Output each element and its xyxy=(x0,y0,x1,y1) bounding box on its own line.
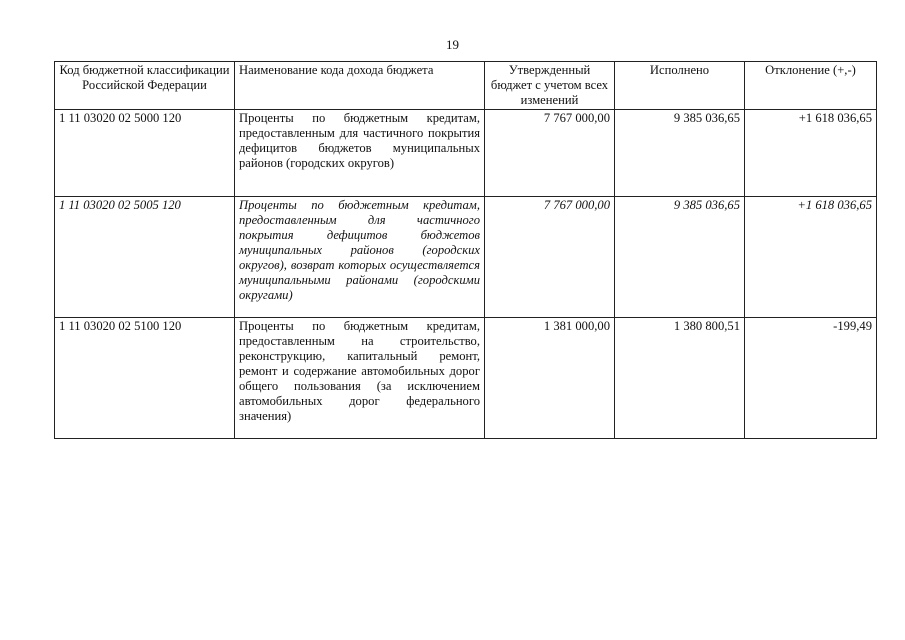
row-code: 1 11 03020 02 5000 120 xyxy=(55,110,235,197)
row-executed: 1 380 800,51 xyxy=(615,318,745,439)
header-approved: Утвержденный бюджет с учетом всех изменений xyxy=(485,62,615,110)
row-name: Проценты по бюджетным кредитам, предоставленным для частичного покрытия дефицитов бюджетов муниципальных районов (городских округов), возврат которых осуществляется муниципальными районами (городскими округами) xyxy=(235,197,485,318)
page-number: 19 xyxy=(446,37,459,52)
row-approved: 7 767 000,00 xyxy=(485,110,615,197)
row-approved: 7 767 000,00 xyxy=(485,197,615,318)
row-approved: 1 381 000,00 xyxy=(485,318,615,439)
table-row xyxy=(55,197,877,318)
header-code: Код бюджетной классификации Российской Федерации xyxy=(55,62,235,110)
row-code: 1 11 03020 02 5100 120 xyxy=(55,318,235,439)
row-name: Проценты по бюджетным кредитам, предоставленным для частичного покрытия дефицитов бюджетов муниципальных районов (городских округов) xyxy=(235,110,485,197)
row-name: Проценты по бюджетным кредитам, предоставленным на строительство, реконструкцию, капитальный ремонт, ремонт и содержание автомобильных дорог общего пользования (за исключением автомобильных дорог федерального значения) xyxy=(235,318,485,439)
row-deviation: +1 618 036,65 xyxy=(745,197,877,318)
header-executed: Исполнено xyxy=(615,62,745,110)
row-deviation: -199,49 xyxy=(745,318,877,439)
table-header-row xyxy=(55,62,877,110)
row-code: 1 11 03020 02 5005 120 xyxy=(55,197,235,318)
row-executed: 9 385 036,65 xyxy=(615,197,745,318)
table-row xyxy=(55,318,877,439)
budget-income-table xyxy=(54,61,877,439)
table-row xyxy=(55,110,877,197)
header-name: Наименование кода дохода бюджета xyxy=(235,62,485,110)
row-executed: 9 385 036,65 xyxy=(615,110,745,197)
row-deviation: +1 618 036,65 xyxy=(745,110,877,197)
header-deviation: Отклонение (+,-) xyxy=(745,62,877,110)
